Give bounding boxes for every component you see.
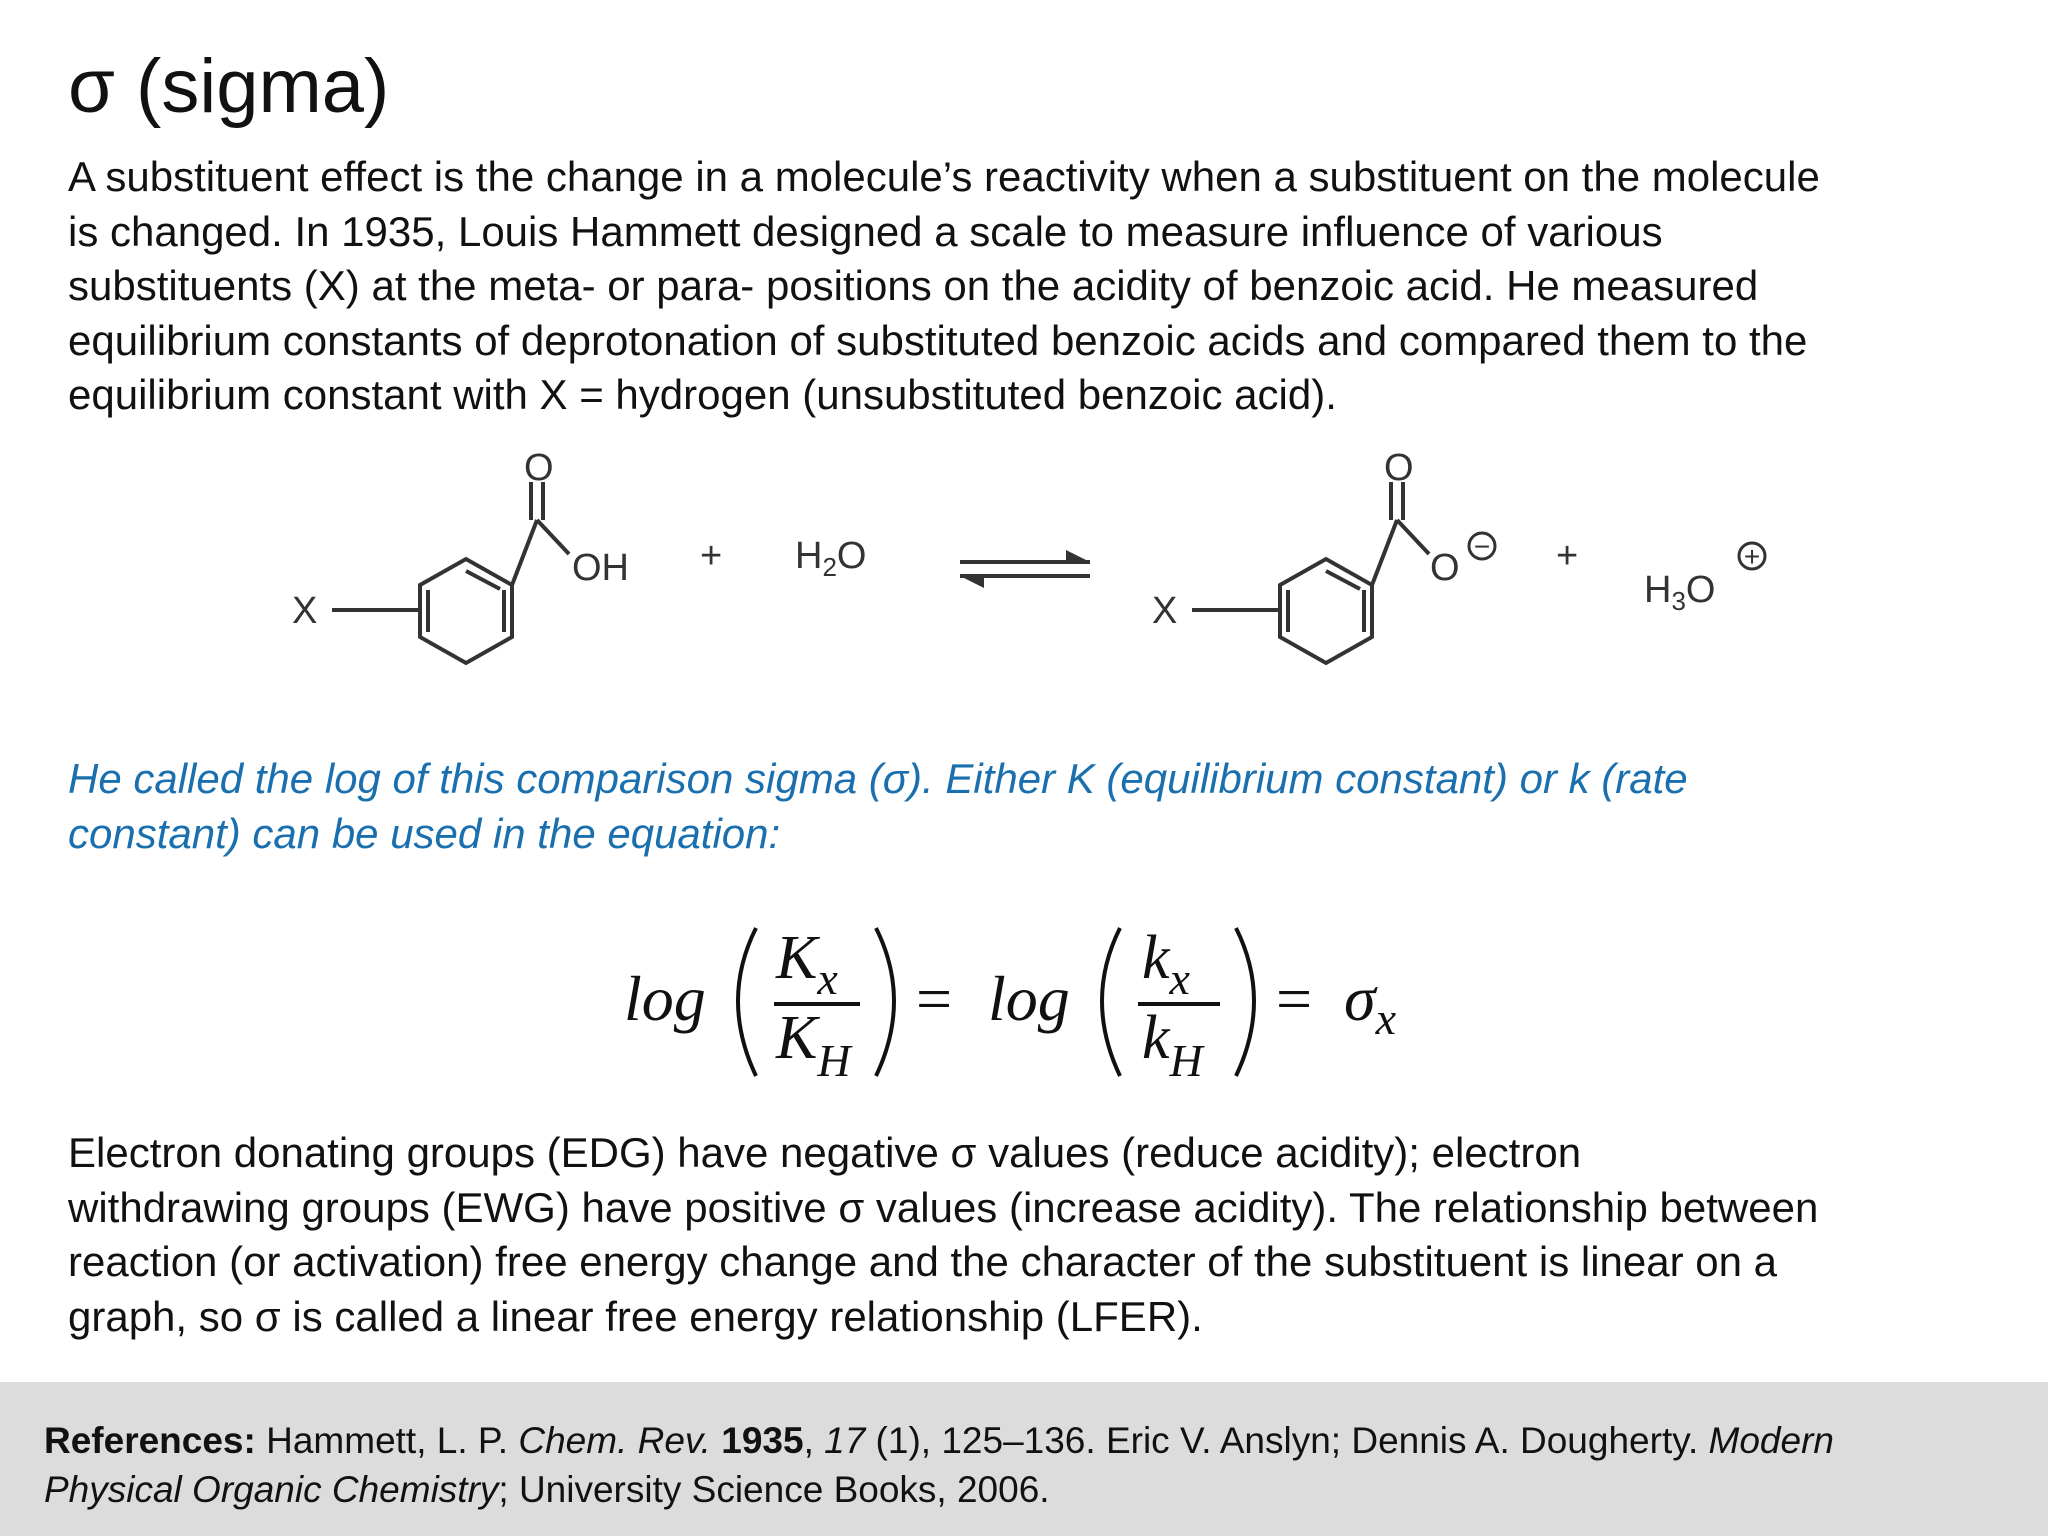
benzoate-structure — [1192, 482, 1429, 663]
right-paren — [1236, 928, 1254, 1076]
carbonyl-o-label: O — [1384, 450, 1414, 489]
hydronium-label — [1644, 569, 1715, 616]
anion-o-label: O — [1430, 547, 1460, 589]
denominator-k: $k_H$ — [1142, 1004, 1206, 1086]
benzoic-acid-structure — [332, 482, 569, 663]
hydroxyl-label: OH — [572, 547, 629, 589]
water-h: H — [795, 535, 823, 577]
reference-line: References: Hammett, L. P. Chem. Rev. 1935, 17 (1), 125–136. Eric V. Anslyn; Dennis A. Dougherty. Modern — [44, 1420, 1834, 1461]
edg-line: graph, so σ is called a linear free energy relationship (LFER). — [68, 1292, 1203, 1340]
references-bar — [0, 1382, 2048, 1536]
intro-line: is changed. In 1935, Louis Hammett designed a scale to measure influence of various — [68, 207, 1663, 255]
subscript-H: H — [1169, 1035, 1203, 1086]
denominator-K: $K_H$ — [775, 1004, 853, 1086]
water-o: O — [836, 535, 867, 577]
subscript-x: x — [1169, 953, 1190, 1004]
edg-line: reaction (or activation) free energy change and the character of the substituent is linear on a — [68, 1238, 1777, 1285]
subscript-H: H — [817, 1035, 851, 1086]
note-line: He called the log of this comparison sigma (σ). Either K (equilibrium constant) or k (rate — [68, 755, 1688, 802]
ref-volume: 17 — [824, 1420, 866, 1461]
ref-journal: Chem. Rev. — [518, 1420, 711, 1461]
log-term: log — [624, 963, 706, 1034]
reference-line — [44, 1465, 2024, 1514]
page-title: σ (sigma) — [68, 44, 390, 129]
intro-line: equilibrium constant with X = hydrogen (unsubstituted benzoic acid). — [68, 371, 1337, 418]
left-paren — [1102, 928, 1120, 1076]
ref-author: Hammett, L. P. — [255, 1420, 519, 1461]
intro-line: substituents (X) at the meta- or para- positions on the acidity of benzoic acid. He measured — [68, 262, 1759, 309]
equals-sign: = — [1276, 963, 1313, 1034]
right-paren — [876, 928, 894, 1076]
intro-line: A substituent effect is the change in a molecule’s reactivity when a substituent on the molecule — [68, 153, 1820, 200]
edg-line: Electron donating groups (EDG) have negative σ values (reduce acidity); electron — [68, 1129, 1582, 1176]
negative-charge-sign: − — [1473, 531, 1491, 562]
note-line: constant) can be used in the equation: — [68, 809, 781, 857]
plus-sign: + — [700, 535, 723, 577]
subscript-x: x — [1375, 993, 1396, 1044]
ref-pages: (1), 125–136. Eric V. Anslyn; Dennis A. Dougherty. — [865, 1420, 1709, 1461]
ref-publisher: ; University Science Books, 2006. — [498, 1469, 1050, 1510]
left-paren — [738, 928, 756, 1076]
hammett-equation — [600, 900, 1460, 1100]
references-label: References: — [44, 1420, 256, 1461]
positive-charge-sign: + — [1743, 541, 1761, 572]
equals-sign: = — [916, 963, 953, 1034]
hydronium-subscript: 3 — [1671, 586, 1686, 616]
hydronium-h: H — [1644, 569, 1672, 611]
water-subscript: 2 — [822, 552, 837, 582]
plus-sign: + — [1556, 535, 1579, 577]
edg-line: withdrawing groups (EWG) have positive σ values (increase acidity). The relationship between — [68, 1183, 1819, 1231]
hydronium-o: O — [1685, 569, 1716, 611]
ref-book-title: Physical Organic Chemistry — [44, 1469, 499, 1510]
subscript-x: x — [817, 953, 838, 1004]
references-text — [44, 1416, 2024, 1514]
numerator-k: $k_x$ — [1142, 924, 1190, 1004]
carbonyl-o-label: O — [524, 450, 554, 489]
water-label — [795, 535, 866, 582]
equilibrium-arrows — [960, 550, 1090, 588]
intro-paragraph — [68, 150, 1820, 423]
deprotonation-reaction-scheme — [260, 450, 1800, 700]
log-term: log — [988, 963, 1070, 1034]
substituent-x-label: X — [292, 590, 318, 632]
edg-ewg-paragraph — [68, 1126, 1818, 1344]
numerator-K: $K_x$ — [776, 924, 838, 1004]
substituent-x-label: X — [1152, 590, 1178, 632]
intro-line: equilibrium constants of deprotonation of substituted benzoic acids and compared them to the — [68, 316, 1808, 364]
sigma-definition-note — [68, 752, 1688, 861]
ref-year: 1935 — [721, 1420, 804, 1461]
ref-book-title: Modern — [1708, 1420, 1834, 1461]
sigma-term: $\sigma_x$ — [1344, 963, 1396, 1044]
